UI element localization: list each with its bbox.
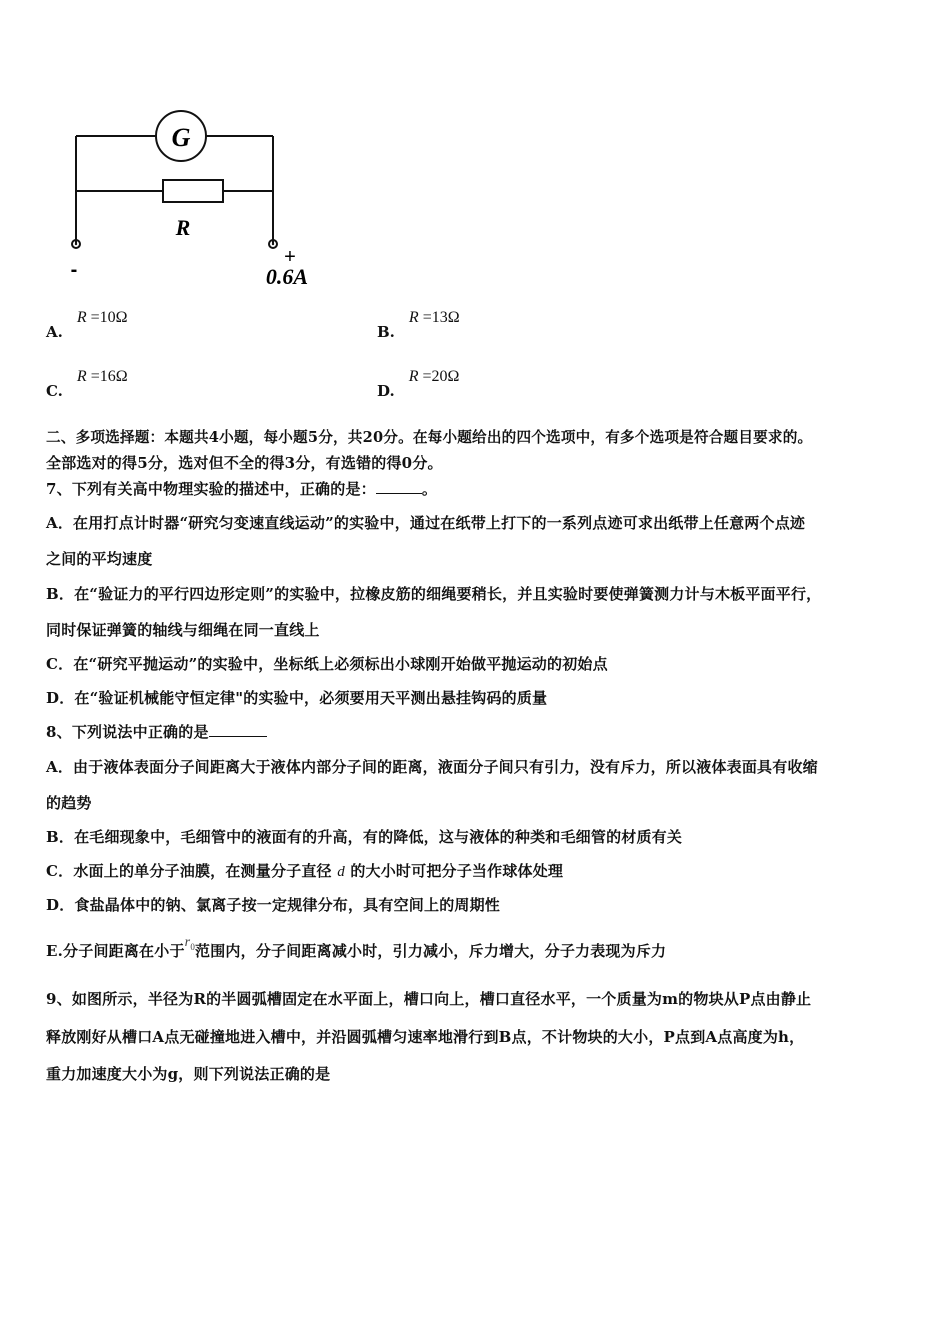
- option-value: R =16Ω: [76, 368, 128, 385]
- q8-stem: 8、下列说法中正确的是: [46, 721, 910, 743]
- option-a[interactable]: [46, 309, 128, 341]
- q7-option-a-line2: 之间的平均速度: [46, 550, 153, 568]
- option-value: R =10Ω: [76, 309, 128, 326]
- q8-option-a-line1: A．由于液体表面分子间距离大于液体内部分子间的距离，液面分子间只有引力，没有斥力，所以液体表面具有收缩: [46, 758, 818, 776]
- q7-option-b-line2: 同时保证弹簧的轴线与细绳在同一直线上: [46, 621, 320, 639]
- option-letter: A.: [46, 323, 63, 341]
- option-letter: C.: [46, 382, 63, 400]
- option-c[interactable]: [46, 368, 128, 400]
- section-heading-line1: 二、多项选择题：本题共4小题，每小题5分，共20分。在每小题给出的四个选项中，有多个选项是符合题目要求的。: [46, 429, 813, 446]
- q8-option-e: E.分子间距离在小于$r_0$范围内，分子间距离减小时，引力减小，斥力增大，分子力表现为斥力: [46, 935, 667, 960]
- q8-option-d: D．食盐晶体中的钠、氯离子按一定规律分布，具有空间上的周期性: [46, 896, 501, 914]
- terminal-current-label: 0.6A: [265, 264, 309, 289]
- q9-stem-line3: 重力加速度大小为g，则下列说法正确的是: [46, 1065, 331, 1083]
- q7-option-a-line1: A．在用打点计时器“研究匀变速直线运动”的实验中，通过在纸带上打下的一系列点迹可求出纸带上任意两个点迹: [46, 514, 806, 532]
- q9-stem-line2: 释放刚好从槽口A点无碰撞地进入槽中，并沿圆弧槽匀速率地滑行到B点，不计物块的大小，P点到A点高度为h，: [46, 1028, 805, 1046]
- circuit-diagram: [60, 108, 340, 298]
- q7-stem: 7、下列有关高中物理实验的描述中，正确的是： 。: [46, 480, 438, 498]
- minus-label: -: [70, 259, 78, 281]
- q9-stem-line1: 9、如图所示，半径为R的半圆弧槽固定在水平面上，槽口向上，槽口直径水平，一个质量为m的物块从P点由静止: [46, 990, 812, 1008]
- q8-option-a-line2: 的趋势: [46, 794, 92, 812]
- option-d[interactable]: [377, 368, 460, 400]
- answer-blank: [376, 479, 422, 494]
- option-value: R =20Ω: [408, 368, 460, 385]
- section-heading-line2: 全部选对的得5分，选对但不全的得3分，有选错的得0分。: [46, 454, 443, 472]
- resistor-label: R: [175, 215, 191, 240]
- option-b[interactable]: [377, 309, 460, 341]
- q7-option-d: D．在“验证机械能守恒定律"的实验中，必须要用天平测出悬挂钩码的质量: [46, 689, 548, 707]
- resistor-symbol: [163, 180, 223, 202]
- q8-option-c: C．水面上的单分子油膜，在测量分子直径 d 的大小时可把分子当作球体处理: [46, 862, 564, 880]
- galvanometer-label: G: [171, 123, 191, 152]
- q7-option-b-line1: B．在“验证力的平行四边形定则”的实验中，拉橡皮筋的细绳要稍长，并且实验时要使弹簧测力计与木板平面平行，: [46, 585, 822, 603]
- option-letter: B.: [377, 323, 395, 341]
- option-value: R =13Ω: [408, 309, 460, 326]
- q7-option-c: C．在“研究平抛运动”的实验中，坐标纸上必须标出小球刚开始做平抛运动的初始点: [46, 655, 608, 673]
- q8-option-b: B．在毛细现象中，毛细管中的液面有的升高，有的降低，这与液体的种类和毛细管的材质有关: [46, 828, 683, 846]
- plus-label: +: [284, 246, 296, 268]
- answer-blank: [209, 722, 267, 737]
- option-letter: D.: [377, 382, 395, 400]
- circuit-top-wire: [76, 136, 273, 243]
